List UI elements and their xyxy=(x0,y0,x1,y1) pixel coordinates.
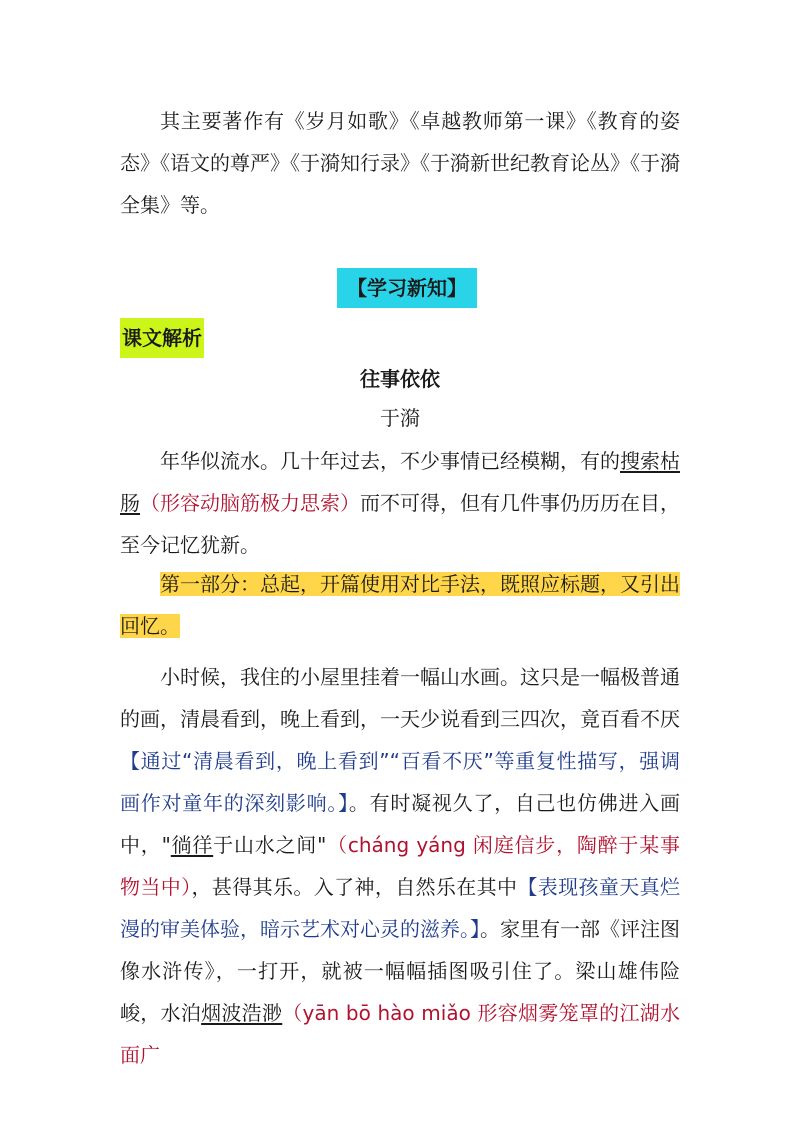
article-author: 于漪 xyxy=(380,406,420,430)
annotation-note: 【表现孩童天真烂漫的审美体验，暗示艺术对心灵的滋养。】 xyxy=(120,875,681,941)
paragraph-2 xyxy=(120,656,680,1076)
paragraph-2-text-b: 。有时凝视久了，自己也仿佛进入画中，" xyxy=(120,791,681,857)
vocab-note: （yān bō hào miǎo 形容烟雾笼罩的江湖水面广 xyxy=(120,1001,681,1067)
vocab-term: 烟波浩渺 xyxy=(201,1001,283,1025)
vocab-term: 搜索枯肠 xyxy=(120,449,680,515)
paragraph-2-text: 小时候，我住的小屋里挂着一幅山水画。这只是一幅极普通的画，清晨看到，晚上看到，一天少说看到三四次，竟百看不厌 xyxy=(120,665,680,731)
intro-paragraph: 其主要著作有《岁月如歌》《卓越教师第一课》《教育的姿态》《语文的尊严》《于漪知行录》《于漪新世纪教育论丛》《于漪全集》等。 xyxy=(120,109,680,217)
part-summary-highlight: 第一部分：总起，开篇使用对比手法，既照应标题，又引出回忆。 xyxy=(120,572,680,638)
vocab-term: 徜徉 xyxy=(170,833,214,857)
paragraph-2-text-e: 。家里有一部《评注图像水浒传》，一打开，就被一幅幅插图吸引住了。梁山雄伟险峻，水泊 xyxy=(120,917,680,1025)
paragraph-1 xyxy=(120,440,680,566)
paragraph-1-text: 年华似流水。几十年过去，不少事情已经模糊，有的 xyxy=(160,449,620,473)
vocab-note: （cháng yáng 闲庭信步，陶醉于某事物当中） xyxy=(120,833,681,899)
article-title: 往事依依 xyxy=(360,367,440,391)
paragraph-2-text-d: ，甚得其乐。入了神，自然乐在其中 xyxy=(191,875,518,899)
section-heading: 【学习新知】 xyxy=(337,268,477,308)
paragraph-2-text-c: 于山水之间" xyxy=(213,833,327,857)
vocab-note: （形容动脑筋极力思索） xyxy=(140,491,360,515)
subsection-heading: 课文解析 xyxy=(120,318,204,358)
paragraph-1-text-end: 而不可得，但有几件事仍历历在目，至今记忆犹新。 xyxy=(120,491,680,557)
annotation-note: 【通过“清晨看到，晚上看到”“百看不厌”等重复性描写，强调画作对童年的深刻影响。】 xyxy=(120,749,680,815)
part-summary xyxy=(120,563,680,647)
